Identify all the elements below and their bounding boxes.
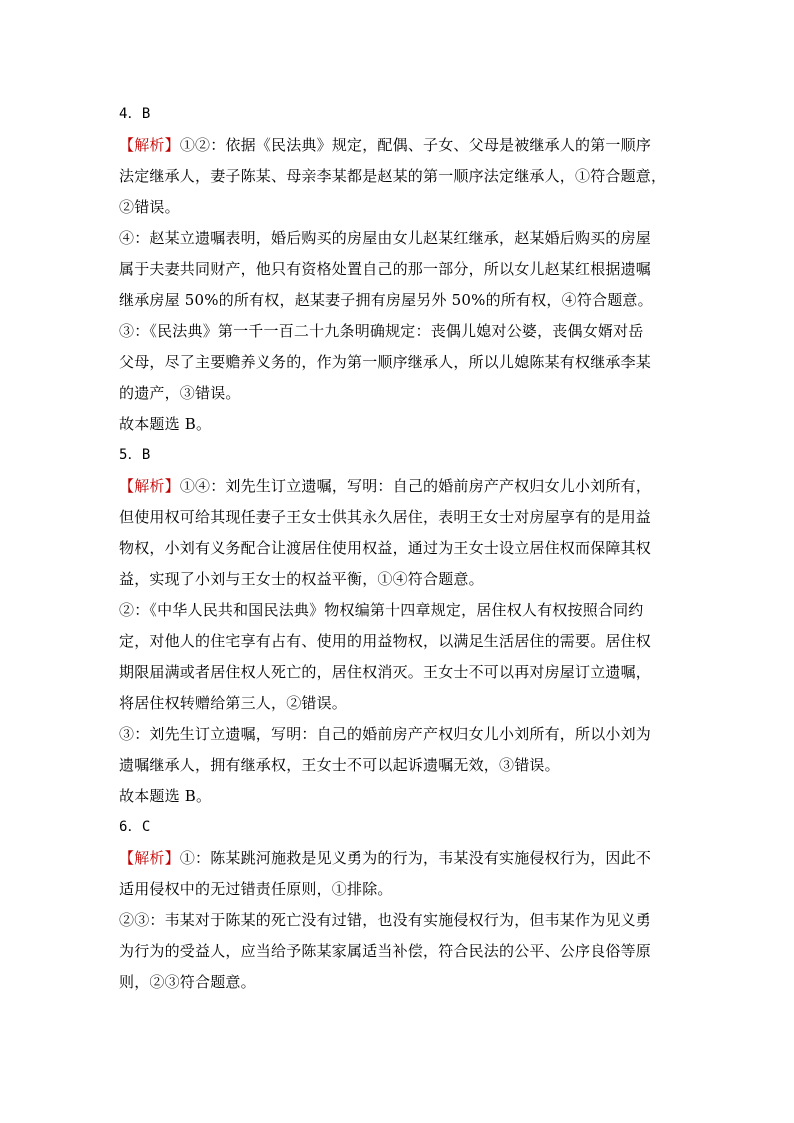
- explanation-text: ①②：依据《民法典》规定，配偶、子女、父母是被继承人的第一顺序: [179, 136, 652, 154]
- explanation-text: 的遗产，③错误。: [119, 384, 241, 402]
- explanation-text: ④：赵某立遗嘱表明，婚后购买的房屋由女儿赵某红继承，赵某婚后购买的房屋: [119, 229, 652, 247]
- explanation-text: 故本题选 B。: [119, 415, 212, 433]
- explanation-text: ①④：刘先生订立遗嘱，写明：自己的婚前房产产权归女儿小刘所有，: [179, 477, 652, 495]
- explanation-line: [119, 657, 679, 688]
- explanation-line: [119, 223, 679, 254]
- explanation-line: [119, 843, 679, 874]
- explanation-line: [119, 316, 679, 347]
- analysis-tag: 【解析】: [119, 477, 180, 495]
- explanation-line: [119, 967, 679, 998]
- explanation-line: [119, 130, 679, 161]
- explanation-line: [119, 502, 679, 533]
- explanation-line: [119, 905, 679, 936]
- explanation-line: [119, 285, 679, 316]
- explanation-line: [119, 254, 679, 285]
- explanation-text: 物权，小刘有义务配合让渡居住使用权益，通过为王女士设立居住权而保障其权: [119, 539, 652, 557]
- explanation-line: [119, 409, 679, 440]
- explanation-text: 父母，尽了主要赡养义务的，作为第一顺序继承人，所以儿媳陈某有权继承李某: [119, 353, 652, 371]
- explanation-text: ②③：韦某对于陈某的死亡没有过错，也没有实施侵权行为，但韦某作为见义勇: [119, 911, 652, 929]
- explanation-text: ③：《民法典》第一千一百二十九条明确规定：丧偶儿媳对公婆，丧偶女婿对岳: [119, 322, 644, 340]
- explanation-text: 益，实现了小刘与王女士的权益平衡，①④符合题意。: [119, 570, 484, 588]
- explanation-text: ②错误。: [119, 198, 180, 216]
- answer-key: 6．C: [119, 819, 151, 835]
- explanation-text: 属于夫妻共同财产，他只有资格处置自己的那一部分，所以女儿赵某红根据遗嘱: [119, 260, 652, 278]
- analysis-tag: 【解析】: [119, 136, 180, 154]
- explanation-line: [119, 347, 679, 378]
- explanation-line: [119, 533, 679, 564]
- explanation-line: [119, 378, 679, 409]
- explanation-line: [119, 471, 679, 502]
- explanation-text: ①：陈某跳河施救是见义勇为的行为，韦某没有实施侵权行为，因此不: [179, 849, 652, 867]
- explanation-line: [119, 936, 679, 967]
- explanation-line: [119, 564, 679, 595]
- explanation-line: [119, 595, 679, 626]
- explanation-text: 则，②③符合题意。: [119, 973, 256, 991]
- explanation-text: 法定继承人，妻子陈某、母亲李某都是赵某的第一顺序法定继承人，①符合题意，: [119, 167, 667, 185]
- explanation-text: 将居住权转赠给第三人，②错误。: [119, 694, 348, 712]
- explanation-text: 故本题选 B。: [119, 787, 212, 805]
- explanation-text: 但使用权可给其现任妻子王女士供其永久居住，表明王女士对房屋享有的是用益: [119, 508, 652, 526]
- explanation-text: 定，对他人的住宅享有占有、使用的用益物权，以满足生活居住的需要。居住权: [119, 632, 652, 650]
- answer-explanations: [119, 99, 679, 998]
- analysis-tag: 【解析】: [119, 849, 180, 867]
- explanation-line: [119, 719, 679, 750]
- explanation-text: 期限届满或者居住权人死亡的，居住权消灭。王女士不可以再对房屋订立遗嘱，: [119, 663, 652, 681]
- explanation-line: [119, 192, 679, 223]
- explanation-line: [119, 750, 679, 781]
- answer-key: 4．B: [119, 106, 151, 122]
- explanation-text: 适用侵权中的无过错责任原则，①排除。: [119, 880, 393, 898]
- explanation-text: ③：刘先生订立遗嘱，写明：自己的婚前房产产权归女儿小刘所有，所以小刘为: [119, 725, 652, 743]
- explanation-text: ②：《中华人民共和国民法典》物权编第十四章规定，居住权人有权按照合同约: [119, 601, 644, 619]
- explanation-line: [119, 626, 679, 657]
- explanation-text: 为行为的受益人，应当给予陈某家属适当补偿，符合民法的公平、公序良俗等原: [119, 942, 652, 960]
- explanation-line: [119, 688, 679, 719]
- explanation-line: [119, 161, 679, 192]
- answer-key: 5．B: [119, 447, 151, 463]
- explanation-text: 继承房屋 50%的所有权，赵某妻子拥有房屋另外 50%的所有权，④符合题意。: [119, 291, 653, 309]
- explanation-line: [119, 781, 679, 812]
- explanation-line: [119, 874, 679, 905]
- explanation-text: 遗嘱继承人，拥有继承权，王女士不可以起诉遗嘱无效，③错误。: [119, 756, 560, 774]
